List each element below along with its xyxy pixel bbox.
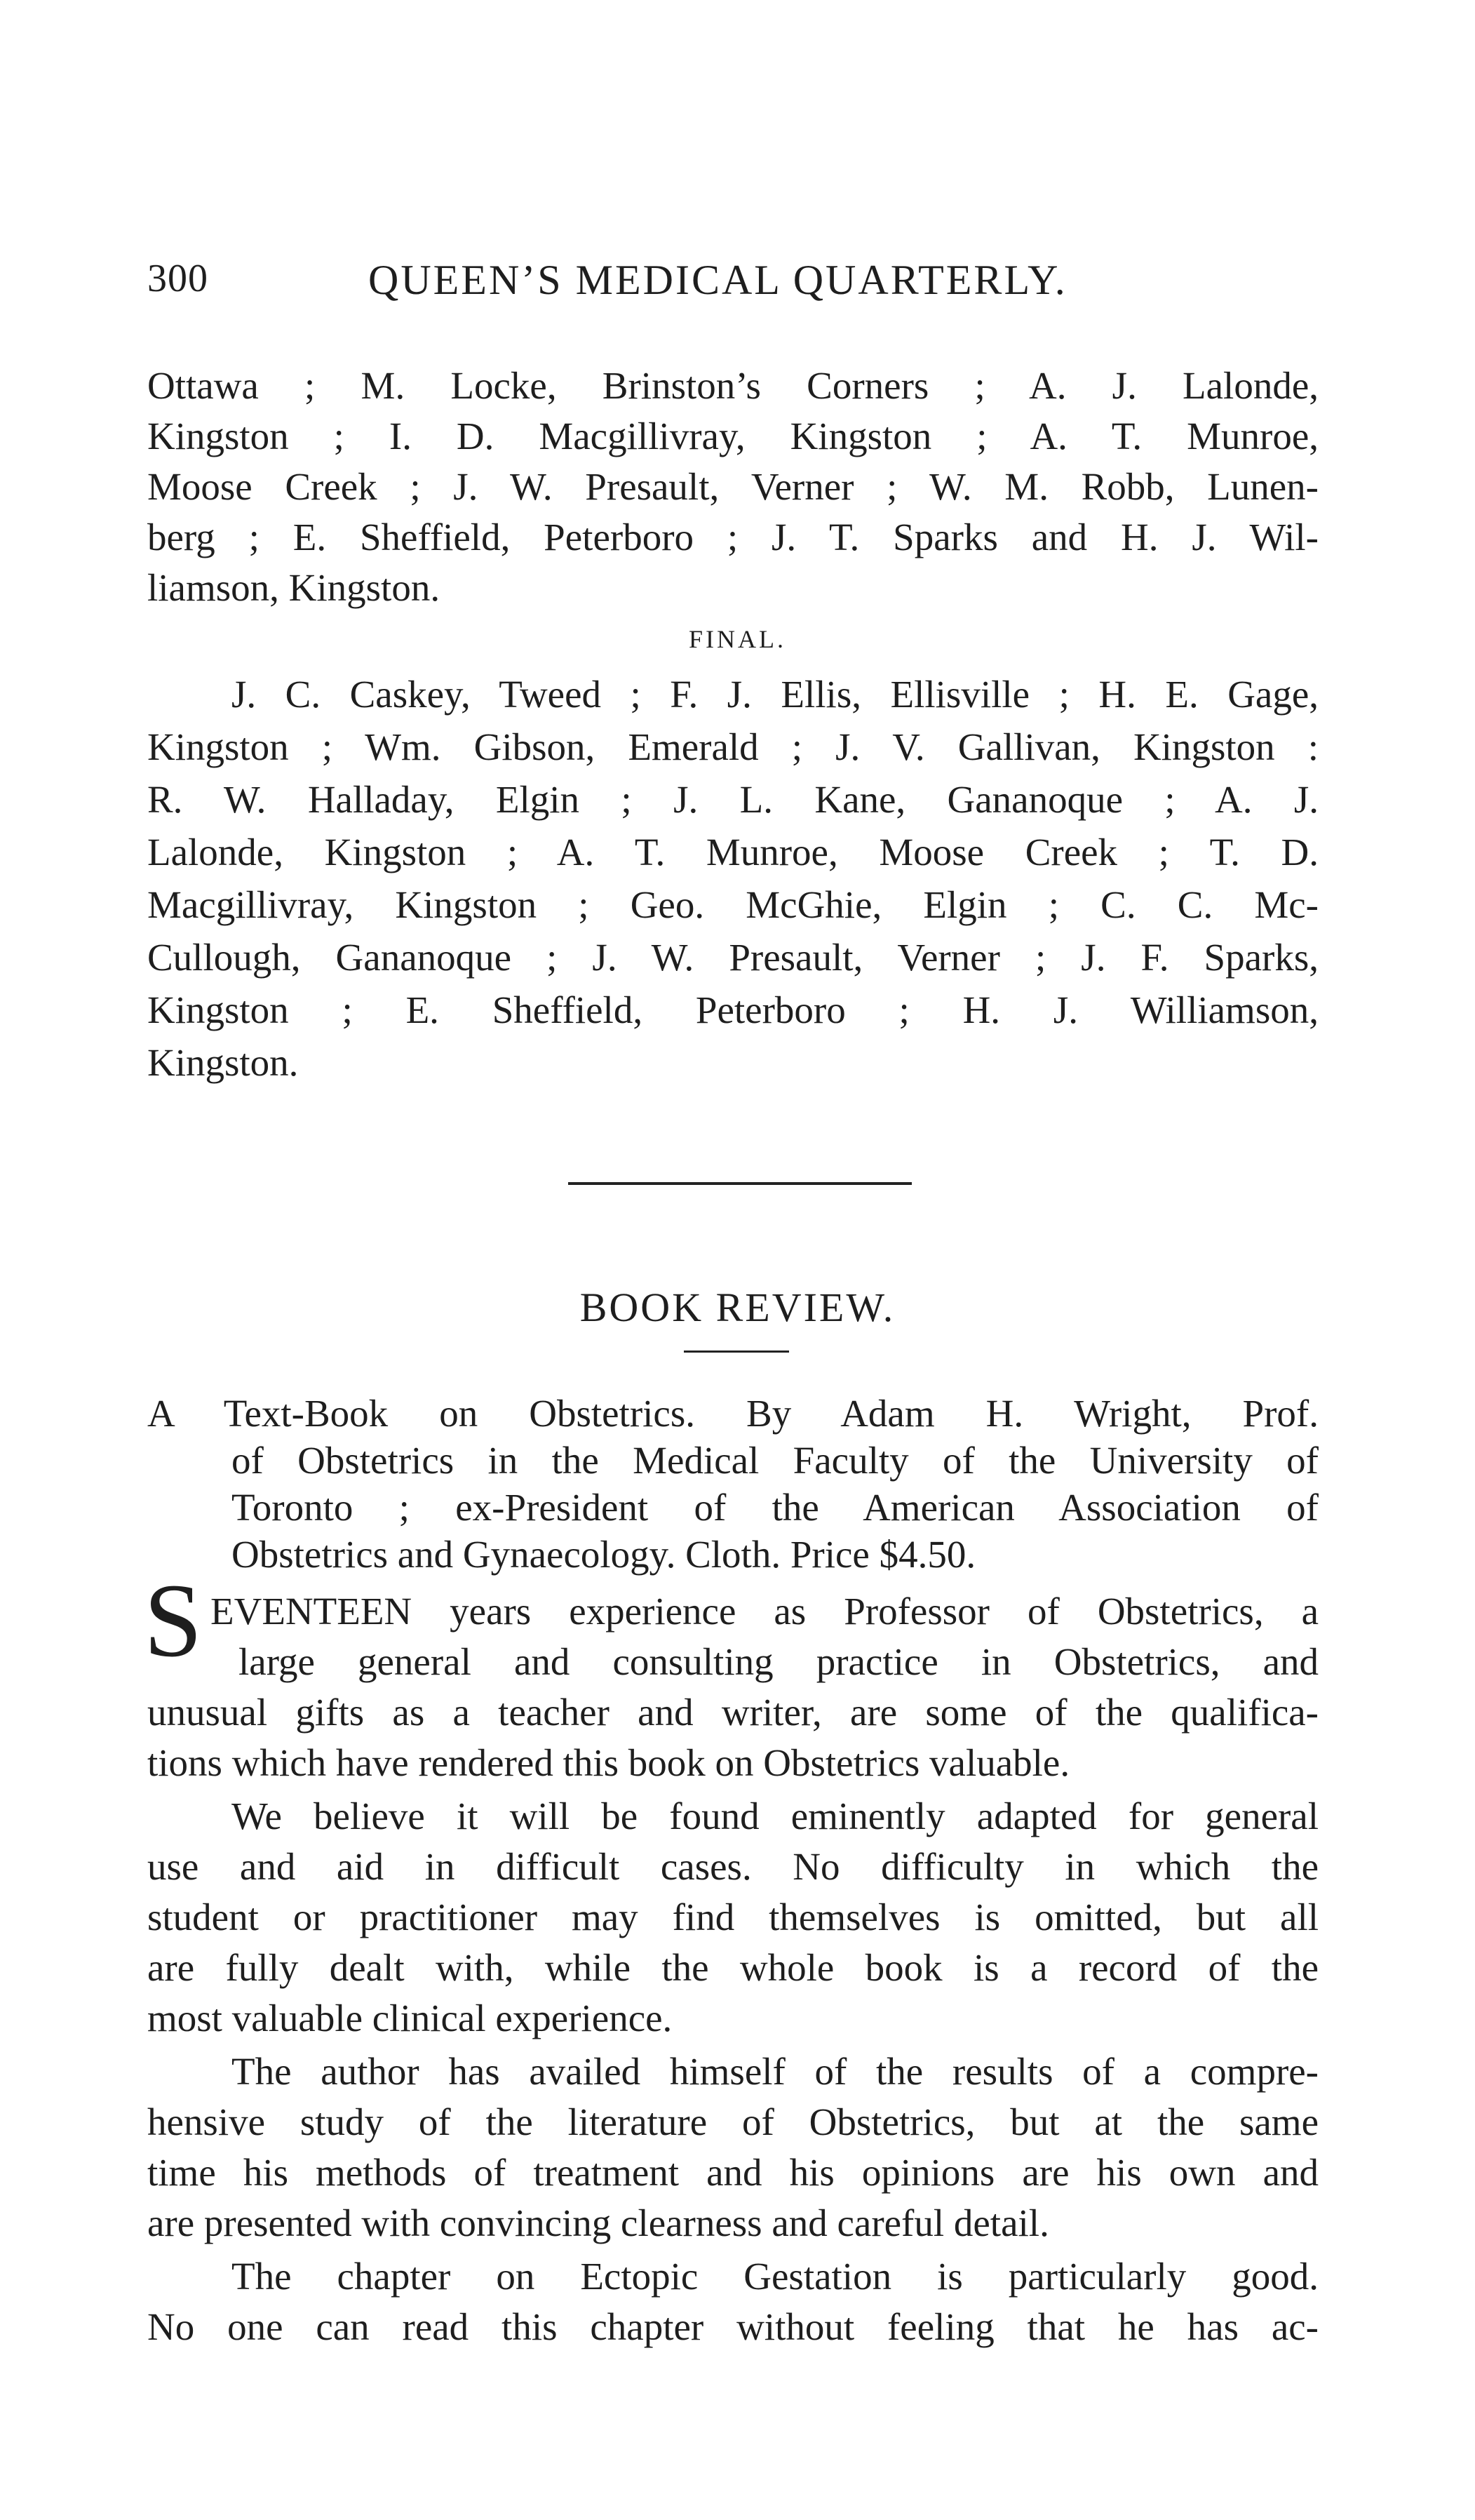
drop-cap: S [144, 1562, 203, 1679]
text-line: large general and consulting practice in Obstetrics, and [238, 1640, 1319, 1683]
running-title: QUEEN’S MEDICAL QUARTERLY. [368, 257, 1067, 303]
section-divider [568, 1182, 912, 1185]
text-line: The author has availed himself of the results of a compre- [231, 2050, 1319, 2093]
text-line: No one can read this chapter without feeling that he has ac- [147, 2305, 1319, 2348]
text-line: We believe it will be found eminently adapted for general [231, 1795, 1319, 1837]
text-line: Kingston ; E. Sheffield, Peterboro ; H. J. Williamson, [147, 988, 1319, 1031]
text-line: EVENTEEN years experience as Professor of Obstetrics, a [210, 1590, 1319, 1633]
book-review-title: BOOK REVIEW. [579, 1285, 896, 1330]
text-line: liamson, Kingston. [147, 566, 440, 609]
text-line: Macgillivray, Kingston ; Geo. McGhie, Elgin ; C. C. Mc- [147, 883, 1319, 926]
citation-line: Toronto ; ex-President of the American Association of [231, 1486, 1319, 1529]
text-line: Kingston ; Wm. Gibson, Emerald ; J. V. Gallivan, Kingston : [147, 725, 1319, 768]
text-line: Moose Creek ; J. W. Presault, Verner ; W. M. Robb, Lunen- [147, 465, 1319, 508]
text-line: time his methods of treatment and his opinions are his own and [147, 2151, 1319, 2194]
text-line: hensive study of the literature of Obstetrics, but at the same [147, 2100, 1319, 2143]
text-line: unusual gifts as a teacher and writer, are some of the qualifica- [147, 1691, 1319, 1734]
text-line: R. W. Halladay, Elgin ; J. L. Kane, Gananoque ; A. J. [147, 778, 1319, 821]
title-underline [684, 1351, 789, 1353]
text-line: are fully dealt with, while the whole book is a record of the [147, 1946, 1319, 1989]
citation-line: of Obstetrics in the Medical Faculty of the University of [231, 1439, 1319, 1482]
text-line: use and aid in difficult cases. No difficulty in which the [147, 1845, 1319, 1888]
text-line: most valuable clinical experience. [147, 1997, 673, 2039]
text-line: J. C. Caskey, Tweed ; F. J. Ellis, Ellisville ; H. E. Gage, [231, 673, 1319, 716]
text-line: berg ; E. Sheffield, Peterboro ; J. T. Sparks and H. J. Wil- [147, 516, 1319, 558]
final-heading: FINAL. [689, 625, 786, 653]
text-line: tions which have rendered this book on Obstetrics valuable. [147, 1741, 1070, 1784]
citation-line: A Text-Book on Obstetrics. By Adam H. Wright, Prof. [147, 1392, 1319, 1435]
text-line: Ottawa ; M. Locke, Brinston’s Corners ; A. J. Lalonde, [147, 364, 1319, 407]
text-line: student or practitioner may find themselves is omitted, but all [147, 1896, 1319, 1938]
text-line: Lalonde, Kingston ; A. T. Munroe, Moose Creek ; T. D. [147, 831, 1319, 873]
text-line: Cullough, Gananoque ; J. W. Presault, Verner ; J. F. Sparks, [147, 936, 1319, 979]
text-line: Kingston. [147, 1041, 299, 1084]
text-line: Kingston ; I. D. Macgillivray, Kingston ; A. T. Munroe, [147, 415, 1319, 457]
text-line: are presented with convincing clearness and careful detail. [147, 2201, 1049, 2244]
page-number: 300 [147, 257, 208, 300]
citation-line: Obstetrics and Gynaecology. Cloth. Price $4.50. [231, 1533, 976, 1576]
text-line: The chapter on Ectopic Gestation is particularly good. [231, 2255, 1319, 2298]
page-header [147, 256, 1185, 319]
